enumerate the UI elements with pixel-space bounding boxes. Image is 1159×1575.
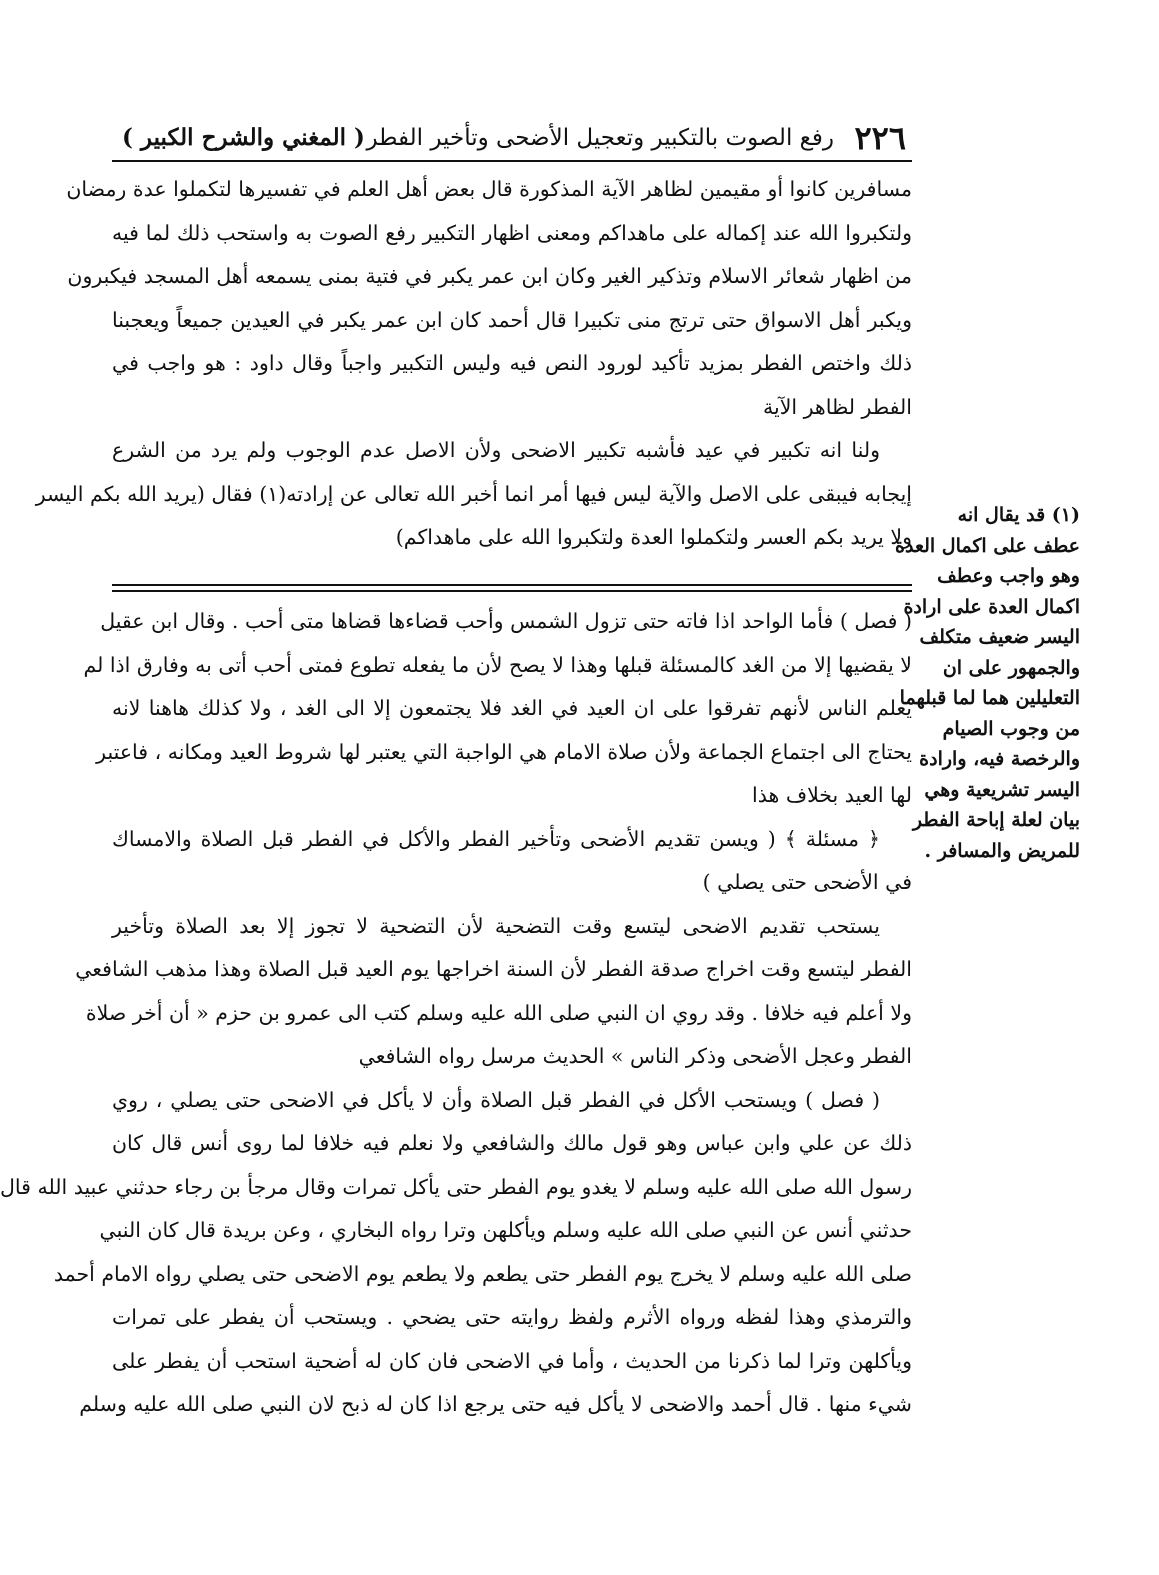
text-line: ﴿ مسئلة ﴾ ( ويسن تقديم الأضحى وتأخير الفطر والأكل في الفطر قبل الصلاة والامساك	[112, 826, 880, 851]
book-title: ( المغني والشرح الكبير )	[122, 124, 365, 151]
text-line: الفطر وعجل الأضحى وذكر الناس » الحديث مرسل رواه الشافعي	[358, 1044, 912, 1068]
text-line: ولا يريد بكم العسر ولتكملوا العدة ولتكبروا الله على ماهداكم)	[395, 525, 912, 549]
footnote-line: التعليلين هما لما قبلهما	[899, 687, 1080, 709]
footnote-line: عطف على اكمال العدة	[895, 534, 1080, 557]
footnote-line: والرخصة فيه، وارادة	[919, 748, 1080, 770]
text-line: ( فصل ) ويستحب الأكل في الفطر قبل الصلاة وأن لا يأكل في الاضحى حتى يصلي ، روي	[112, 1087, 880, 1112]
text-line: يستحب تقديم الاضحى ليتسع وقت التضحية لأن التضحية لا تجوز إلا بعد الصلاة وتأخير	[112, 913, 880, 938]
text-line: ولا أعلم فيه خلافا . وقد روي ان النبي صلى الله عليه وسلم كتب الى عمرو بن حزم « أن أخر صلاة	[85, 1000, 912, 1025]
footnote-line: من وجوب الصيام	[942, 717, 1080, 740]
text-line: حدثني أنس عن النبي صلى الله عليه وسلم ويأكلهن وترا رواه البخاري ، وعن بريدة قال كان النبي	[99, 1218, 912, 1242]
separator-rule	[112, 590, 912, 592]
text-line: والترمذي وهذا لفظه ورواه الأثرم ولفظ روايته حتى يضحي . ويستحب أن يفطر على تمرات	[112, 1305, 912, 1329]
text-line: يحتاج الى اجتماع الجماعة ولأن صلاة الامام هي الواجبة التي يعتبر لها شروط العيد ومكانه ، فاعتبر	[96, 739, 912, 764]
text-line: من اظهار شعائر الاسلام وتذكير الغير وكان ابن عمر يكبر في فتية بمنى يسمعه أهل المسجد فيكبرون	[67, 264, 912, 288]
footnote-line: (١) قد يقال انه	[957, 504, 1080, 526]
text-line: ذلك واختص الفطر بمزيد تأكيد لورود النص فيه وليس التكبير واجباً وقال داود : هو واجب في	[112, 351, 912, 375]
text-line: صلى الله عليه وسلم لا يخرج يوم الفطر حتى يطعم ولا يطعم يوم الاضحى حتى يصلي رواه الامام أحمد	[53, 1261, 912, 1286]
text-line: شيء منها . قال أحمد والاضحى لا يأكل فيه حتى يرجع اذا كان له ذبح لان النبي صلى الله عليه وسلم	[79, 1392, 912, 1416]
footnote-line: والجمهور على ان	[942, 656, 1080, 679]
text-line: إيجابه فيبقى على الاصل والآية ليس فيها أمر انما أخبر الله تعالى عن إرادته(١) فقال (يريد الله بكم اليسر	[35, 481, 912, 506]
upper-text-block	[35, 168, 912, 560]
text-line: ذلك عن علي وابن عباس وهو قول مالك والشافعي ولا نعلم فيه خلافا لما روى أنس قال كان	[112, 1131, 912, 1155]
text-line: الفطر ليتسع وقت اخراج صدقة الفطر لأن السنة اخراجها يوم العيد قبل الصلاة وهذا مذهب الشافعي	[75, 957, 912, 981]
text-line: في الأضحى حتى يصلي )	[702, 870, 912, 894]
footnote-line: اليسر ضعيف متكلف	[919, 626, 1080, 648]
text-line: ولنا انه تكبير في عيد فأشبه تكبير الاضحى ولأن الاصل عدم الوجوب ولم يرد من الشرع	[112, 438, 880, 462]
text-line: لها العيد بخلاف هذا	[752, 783, 912, 807]
footnote-line: اكمال العدة على ارادة	[903, 595, 1080, 618]
text-line: رسول الله صلى الله عليه وسلم لا يغدو يوم الفطر حتى يأكل تمرات وقال مرجأ بن رجاء حدثني عبيد الله قال	[0, 1174, 912, 1199]
separator-rule	[112, 584, 912, 586]
text-line: ( فصل ) فأما الواحد اذا فاته حتى تزول الشمس وأحب قضاءها قضاها متى أحب . وقال ابن عقيل	[100, 609, 912, 633]
footnote-line: للمريض والمسافر .	[924, 839, 1080, 862]
page-number: ٢٢٦	[854, 119, 906, 157]
text-line: مسافرين كانوا أو مقيمين لظاهر الآية المذكورة قال بعض أهل العلم في تفسيرها لتكملوا عدة رمضان	[66, 177, 912, 201]
text-line: ويكبر أهل الاسواق حتى ترتج منى تكبيرا قال أحمد كان ابن عمر يكبر في العيدين جميعاً ويعجبنا	[112, 307, 912, 332]
page-header	[112, 116, 912, 162]
text-line: يعلم الناس لأنهم تفرقوا على ان العيد في الغد فلا يجتمعون إلا الى الغد ، ولا كذلك هاهنا لانه	[112, 696, 912, 720]
footnote-line: بيان لعلة إباحة الفطر	[912, 809, 1080, 831]
footnote-line: وهو واجب وعطف	[937, 565, 1080, 587]
running-title: رفع الصوت بالتكبير وتعجيل الأضحى وتأخير الفطر	[366, 125, 834, 151]
footnote-line: اليسر تشريعية وهي	[924, 778, 1080, 801]
text-line: لا يقضيها إلا من الغد كالمسئلة قبلها وهذا لا يصح لأن ما يفعله تطوع فمتى أحب أتى به وفارق اذا لم	[83, 652, 912, 677]
text-line: ولتكبروا الله عند إكماله على ماهداكم ومعنى اظهار التكبير رفع الصوت به واستحب ذلك لما فيه	[112, 220, 912, 245]
footnote-sidebar	[895, 500, 1080, 866]
lower-text-block	[0, 600, 912, 1427]
text-line: ويأكلهن وترا لما ذكرنا من الحديث ، وأما في الاضحى فان كان له أضحية استحب أن يفطر على	[112, 1348, 912, 1373]
text-line: الفطر لظاهر الآية	[763, 394, 912, 419]
